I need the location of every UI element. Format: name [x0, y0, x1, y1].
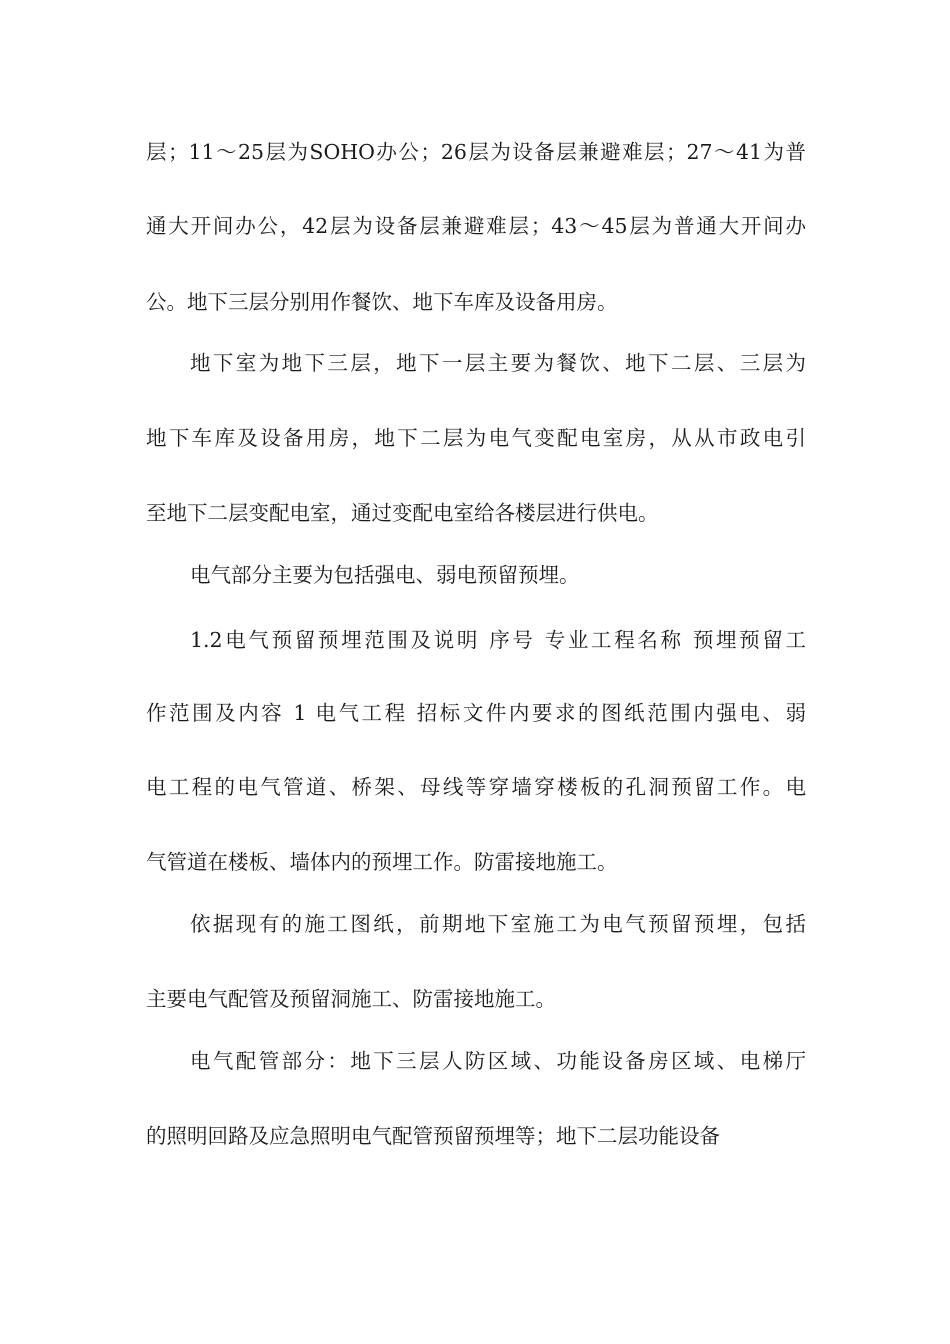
paragraph-line-8: 1.2电气预留预埋范围及说明 序号 专业工程名称 预埋预留工 — [190, 628, 806, 652]
paragraph-line-5: 地下车库及设备用房，地下二层为电气变配电室房，从从市政电引 — [146, 426, 806, 450]
paragraph-line-14: 电气配管部分：地下三层人防区域、功能设备房区域、电梯厅 — [190, 1049, 806, 1073]
paragraph-line-9: 作范围及内容 1 电气工程 招标文件内要求的图纸范围内强电、弱 — [146, 701, 806, 725]
paragraph-line-3: 公。地下三层分别用作餐饮、地下车库及设备用房。 — [146, 290, 618, 314]
paragraph-line-1: 层；11～25层为SOHO办公；26层为设备层兼避难层；27～41为普 — [146, 140, 806, 164]
paragraph-line-6: 至地下二层变配电室，通过变配电室给各楼层进行供电。 — [146, 501, 659, 525]
paragraph-line-2: 通大开间办公，42层为设备层兼避难层；43～45层为普通大开间办 — [146, 214, 806, 238]
paragraph-line-13: 主要电气配管及预留洞施工、防雷接地施工。 — [146, 987, 556, 1011]
paragraph-line-10: 电工程的电气管道、桥架、母线等穿墙穿楼板的孔洞预留工作。电 — [146, 775, 806, 799]
paragraph-line-12: 依据现有的施工图纸，前期地下室施工为电气预留预埋，包括 — [190, 912, 806, 936]
paragraph-line-7: 电气部分主要为包括强电、弱电预留预埋。 — [190, 563, 580, 587]
paragraph-line-4: 地下室为地下三层，地下一层主要为餐饮、地下二层、三层为 — [190, 351, 806, 375]
paragraph-line-15: 的照明回路及应急照明电气配管预留预埋等；地下二层功能设备 — [146, 1124, 720, 1148]
paragraph-line-11: 气管道在楼板、墙体内的预埋工作。防雷接地施工。 — [146, 850, 618, 874]
